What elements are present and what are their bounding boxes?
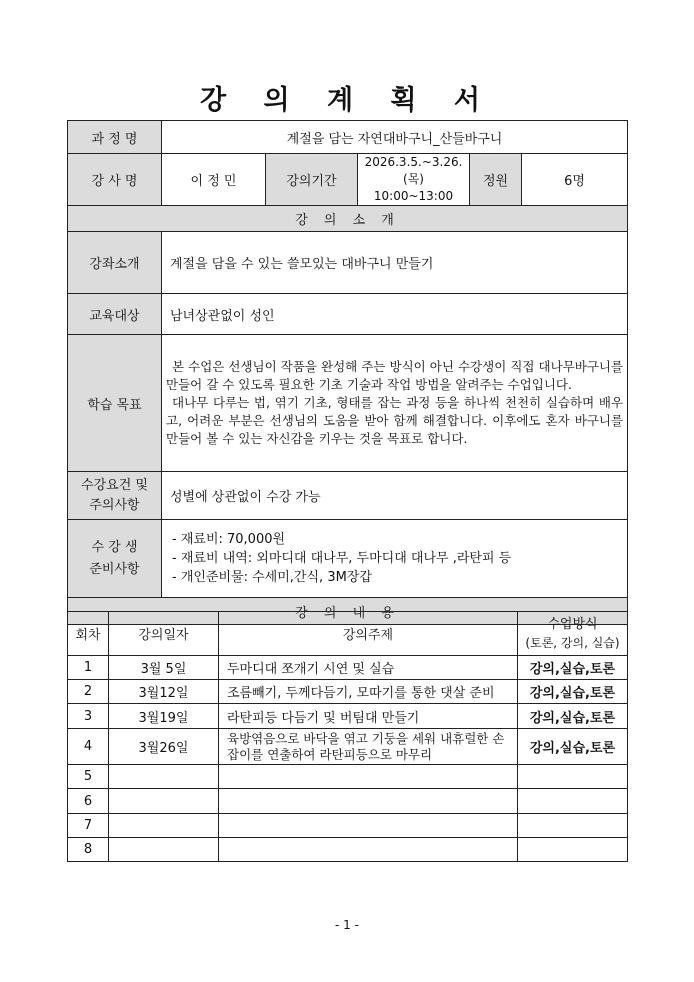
session-date: 3월26일 xyxy=(109,729,219,765)
col-date-header: 강의일자 xyxy=(109,612,219,656)
col-session-header: 회차 xyxy=(68,612,109,656)
period-times: 10:00~13:00 xyxy=(373,189,454,203)
session-method: 강의,실습,토론 xyxy=(518,729,628,765)
capacity-value: 6명 xyxy=(522,154,628,206)
preparation-list xyxy=(162,520,628,598)
intro-label: 강좌소개 xyxy=(68,232,162,294)
goal-text xyxy=(162,335,628,472)
period-label: 강의기간 xyxy=(266,154,358,206)
session-date xyxy=(109,765,219,789)
session-number: 1 xyxy=(68,656,109,680)
session-method xyxy=(518,838,628,862)
session-topic xyxy=(219,789,518,814)
col-method-header-line1: 수업방식 xyxy=(547,616,598,632)
session-number: 5 xyxy=(68,765,109,789)
intro-text: 계절을 담을 수 있는 쓸모있는 대바구니 만들기 xyxy=(162,232,628,294)
session-date: 3월19일 xyxy=(109,704,219,729)
table-row xyxy=(68,729,628,765)
intro-section-title: 강 의 소 개 xyxy=(68,206,628,232)
col-method-header-line2: (토론, 강의, 실습) xyxy=(525,635,620,650)
session-method: 강의,실습,토론 xyxy=(518,680,628,704)
table-row xyxy=(68,704,628,729)
schedule-section-title: 강 의 내 용 xyxy=(68,598,628,625)
goal-paragraph-2: 대나무 다루는 법, 엮기 기초, 형태를 잡는 과정 등을 하나씩 천천히 실습하며 배우고, 어려운 부분은 선생님의 도움을 받아 함께 해결합니다. 이후에도 혼자 바구니를 만들어 볼 수 있는 자신감을 키우는 것을 목표로 합니다. xyxy=(166,395,624,446)
requirements-label-line1: 수강요건 및 xyxy=(81,477,148,493)
capacity-label: 정원 xyxy=(470,154,522,206)
session-date xyxy=(109,838,219,862)
list-item: - 개인준비물: 수세미,간식, 3M장갑 xyxy=(172,570,372,585)
session-method xyxy=(518,765,628,789)
col-topic-header: 강의주제 xyxy=(219,612,518,656)
session-number: 3 xyxy=(68,704,109,729)
requirements-label-line2: 주의사항 xyxy=(89,497,140,513)
course-name-label: 과 정 명 xyxy=(68,121,162,154)
session-method: 강의,실습,토론 xyxy=(518,704,628,729)
table-row xyxy=(68,680,628,704)
session-topic xyxy=(219,838,518,862)
course-info-table xyxy=(67,120,628,625)
session-number: 6 xyxy=(68,789,109,814)
session-date: 3월 5일 xyxy=(109,656,219,680)
session-topic: 육방엮음으로 바닥을 엮고 기둥을 세워 내휴럴한 손잡이를 연출하여 라탄피등으로 마무리 xyxy=(219,729,518,765)
period-dates: 2026.3.5.~3.26.(목) xyxy=(364,155,463,186)
session-method xyxy=(518,789,628,814)
session-method: 강의,실습,토론 xyxy=(518,656,628,680)
goal-paragraph-1: 본 수업은 선생님이 작품을 완성해 주는 방식이 아닌 수강생이 직접 대나무바구니를 만들어 갈 수 있도록 필요한 기초 기술과 작업 방법을 알려주는 수업입니다. xyxy=(166,359,624,392)
session-date xyxy=(109,789,219,814)
session-number: 7 xyxy=(68,814,109,838)
session-topic xyxy=(219,765,518,789)
target-text: 남녀상관없이 성인 xyxy=(162,294,628,335)
session-date xyxy=(109,814,219,838)
col-method-header xyxy=(518,612,628,656)
target-label: 교육대상 xyxy=(68,294,162,335)
session-method xyxy=(518,814,628,838)
goal-label: 학습 목표 xyxy=(68,335,162,472)
table-row xyxy=(68,765,628,789)
session-number: 8 xyxy=(68,838,109,862)
instructor-label: 강 사 명 xyxy=(68,154,162,206)
session-date: 3월12일 xyxy=(109,680,219,704)
requirements-text: 성별에 상관없이 수강 가능 xyxy=(162,472,628,520)
course-name: 계절을 담는 자연대바구니_산들바구니 xyxy=(162,121,628,154)
session-topic: 두마디대 쪼개기 시연 및 실습 xyxy=(219,656,518,680)
table-row xyxy=(68,789,628,814)
document-title: 강 의 계 획 서 xyxy=(199,85,494,116)
table-row xyxy=(68,838,628,862)
session-topic: 라탄피등 다듬기 및 버팀대 만들기 xyxy=(219,704,518,729)
requirements-label xyxy=(68,472,162,520)
period-value xyxy=(358,154,470,206)
instructor-name: 이 정 민 xyxy=(162,154,266,206)
session-number: 4 xyxy=(68,729,109,765)
table-row xyxy=(68,656,628,680)
session-topic: 조름빼기, 두께다듬기, 모따기를 통한 댓살 준비 xyxy=(219,680,518,704)
page-number: - 1 - xyxy=(335,918,359,932)
preparation-label xyxy=(68,520,162,598)
list-item: - 재료비 내역: 외마디대 대나무, 두마디대 대나무 ,라탄피 등 xyxy=(172,551,512,566)
session-topic xyxy=(219,814,518,838)
list-item: - 재료비: 70,000원 xyxy=(172,532,286,547)
table-row xyxy=(68,814,628,838)
preparation-label-line2: 준비사항 xyxy=(89,561,140,577)
session-number: 2 xyxy=(68,680,109,704)
preparation-label-line1: 수 강 생 xyxy=(91,539,138,555)
schedule-table xyxy=(67,611,628,862)
